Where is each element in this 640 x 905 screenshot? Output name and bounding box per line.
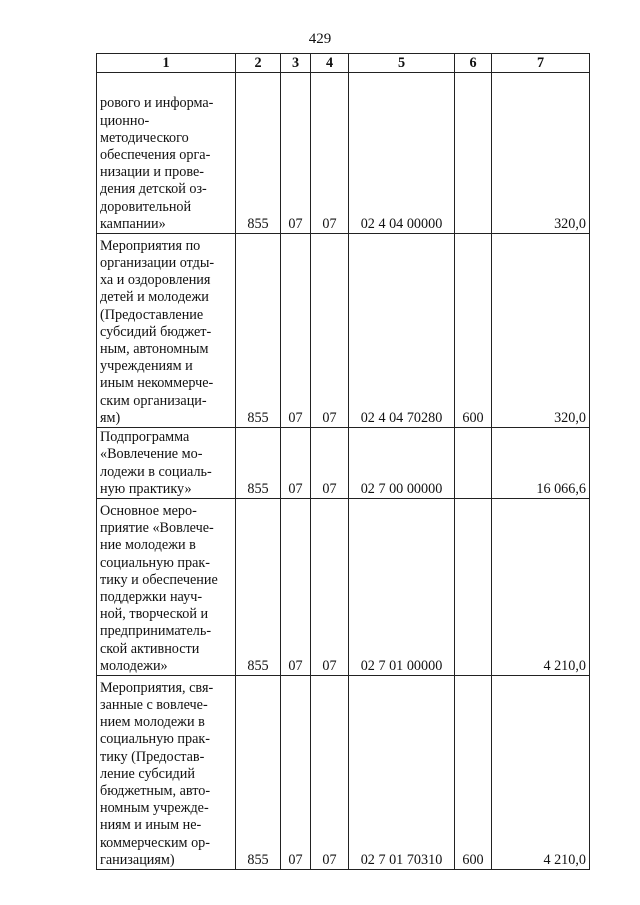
row-description: Основное меро- приятие «Вовлече- ние молодежи в социальную прак- тику и обеспечение поддержки науч- ной, творческой и предприниматель- ской активности молодежи» — [97, 499, 236, 676]
cell-rz: 07 — [281, 73, 311, 234]
cell-vr: 600 — [455, 676, 492, 870]
cell-pr: 07 — [311, 234, 349, 428]
page-number: 429 — [308, 31, 332, 47]
column-header-1: 1 — [97, 54, 236, 73]
cell-ved: 855 — [236, 234, 281, 428]
cell-vr — [455, 499, 492, 676]
column-header-3: 3 — [281, 54, 311, 73]
column-header-2: 2 — [236, 54, 281, 73]
cell-csr: 02 4 04 00000 — [349, 73, 455, 234]
cell-pr: 07 — [311, 73, 349, 234]
cell-amount: 320,0 — [492, 234, 590, 428]
budget-table — [96, 53, 590, 870]
cell-ved: 855 — [236, 73, 281, 234]
row-description: Мероприятия по организации отды- ха и оздоровления детей и молодежи (Предоставление субсидий бюджет- ным, автономным учреждениям и иным некоммерче- ским организаци- ям) — [97, 234, 236, 428]
cell-csr: 02 7 01 70310 — [349, 676, 455, 870]
column-header-6: 6 — [455, 54, 492, 73]
cell-ved: 855 — [236, 676, 281, 870]
cell-rz: 07 — [281, 234, 311, 428]
cell-amount: 4 210,0 — [492, 499, 590, 676]
column-header-5: 5 — [349, 54, 455, 73]
table-row — [97, 234, 590, 428]
column-header-7: 7 — [492, 54, 590, 73]
column-header-4: 4 — [311, 54, 349, 73]
cell-amount: 16 066,6 — [492, 428, 590, 499]
table-row — [97, 676, 590, 870]
cell-vr — [455, 428, 492, 499]
cell-vr: 600 — [455, 234, 492, 428]
table-row — [97, 428, 590, 499]
cell-vr — [455, 73, 492, 234]
cell-ved: 855 — [236, 428, 281, 499]
cell-pr: 07 — [311, 676, 349, 870]
row-description: Мероприятия, свя- занные с вовлече- нием молодежи в социальную прак- тику (Предостав- ление субсидий бюджетным, авто- номным учрежде- ниям и иным не- коммерческим ор- ганизациям) — [97, 676, 236, 870]
table-row — [97, 73, 590, 234]
cell-csr: 02 4 04 70280 — [349, 234, 455, 428]
table-row — [97, 499, 590, 676]
row-description: Подпрограмма «Вовлечение мо- лодежи в социаль- ную практику» — [97, 428, 236, 499]
cell-ved: 855 — [236, 499, 281, 676]
cell-rz: 07 — [281, 499, 311, 676]
row-description: рового и информа- ционно- методического обеспечения орга- низации и прове- дения детской оз- доровительной кампании» — [97, 73, 236, 234]
cell-amount: 320,0 — [492, 73, 590, 234]
cell-rz: 07 — [281, 676, 311, 870]
cell-rz: 07 — [281, 428, 311, 499]
cell-csr: 02 7 01 00000 — [349, 499, 455, 676]
cell-pr: 07 — [311, 499, 349, 676]
cell-amount: 4 210,0 — [492, 676, 590, 870]
cell-pr: 07 — [311, 428, 349, 499]
cell-csr: 02 7 00 00000 — [349, 428, 455, 499]
table-header-row — [97, 54, 590, 73]
